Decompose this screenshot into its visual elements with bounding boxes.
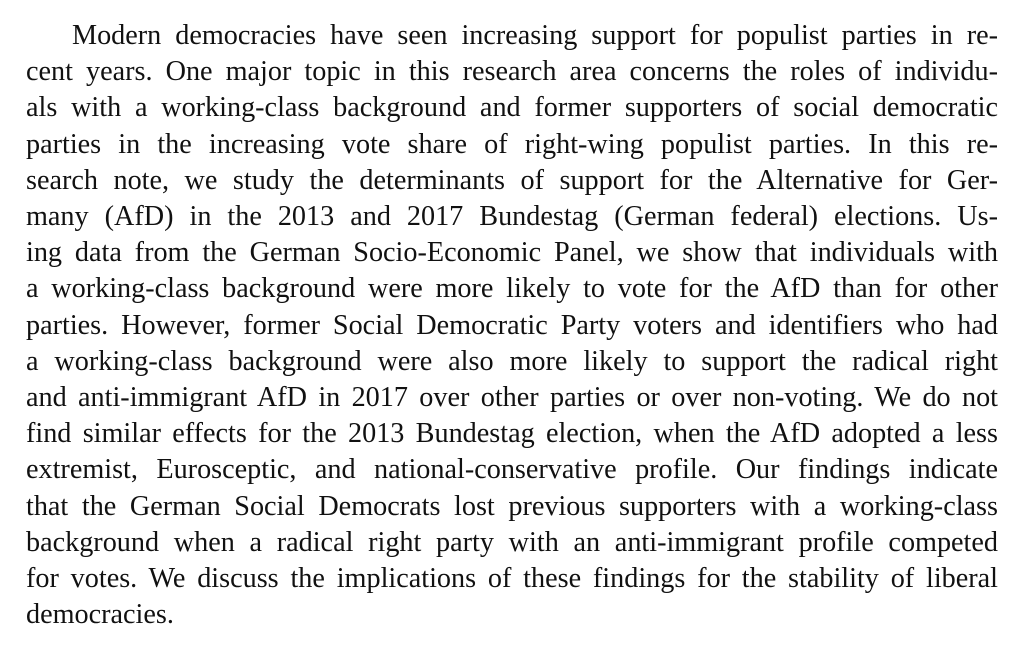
abstract-line-2: cent years. One major topic in this research area concerns the roles of individu- [26,56,998,88]
abstract-line-1: Modern democracies have seen increasing support for populist parties in re- [72,20,998,51]
abstract-paragraph [26,18,998,633]
abstract-line-17: democracies. [26,599,174,631]
abstract-line-11: and anti-immigrant AfD in 2017 over other parties or over non-voting. We do not [26,382,998,414]
abstract-line-8: a working-class background were more likely to vote for the AfD than for other [26,273,998,305]
abstract-line-13: extremist, Eurosceptic, and national-conservative profile. Our findings indicate [26,454,998,486]
abstract-line-15: background when a radical right party with an anti-immigrant profile competed [26,526,998,558]
abstract-line-14: that the German Social Democrats lost previous supporters with a working-class [26,490,998,522]
abstract-page [26,18,998,633]
abstract-line-16: for votes. We discuss the implications of these findings for the stability of liberal [26,563,998,595]
abstract-line-6: many (AfD) in the 2013 and 2017 Bundestag (German federal) elections. Us- [26,201,998,233]
abstract-line-3: als with a working-class background and former supporters of social democratic [26,92,998,124]
abstract-line-10: a working-class background were also more likely to support the radical right [26,345,998,377]
abstract-line-7: ing data from the German Socio-Economic Panel, we show that individuals with [26,237,998,269]
abstract-line-5: search note, we study the determinants of support for the Alternative for Ger- [26,164,998,196]
abstract-line-12: find similar effects for the 2013 Bundestag election, when the AfD adopted a less [26,418,998,450]
abstract-line-4: parties in the increasing vote share of right-wing populist parties. In this re- [26,128,998,160]
abstract-line-9: parties. However, former Social Democratic Party voters and identifiers who had [26,309,998,341]
